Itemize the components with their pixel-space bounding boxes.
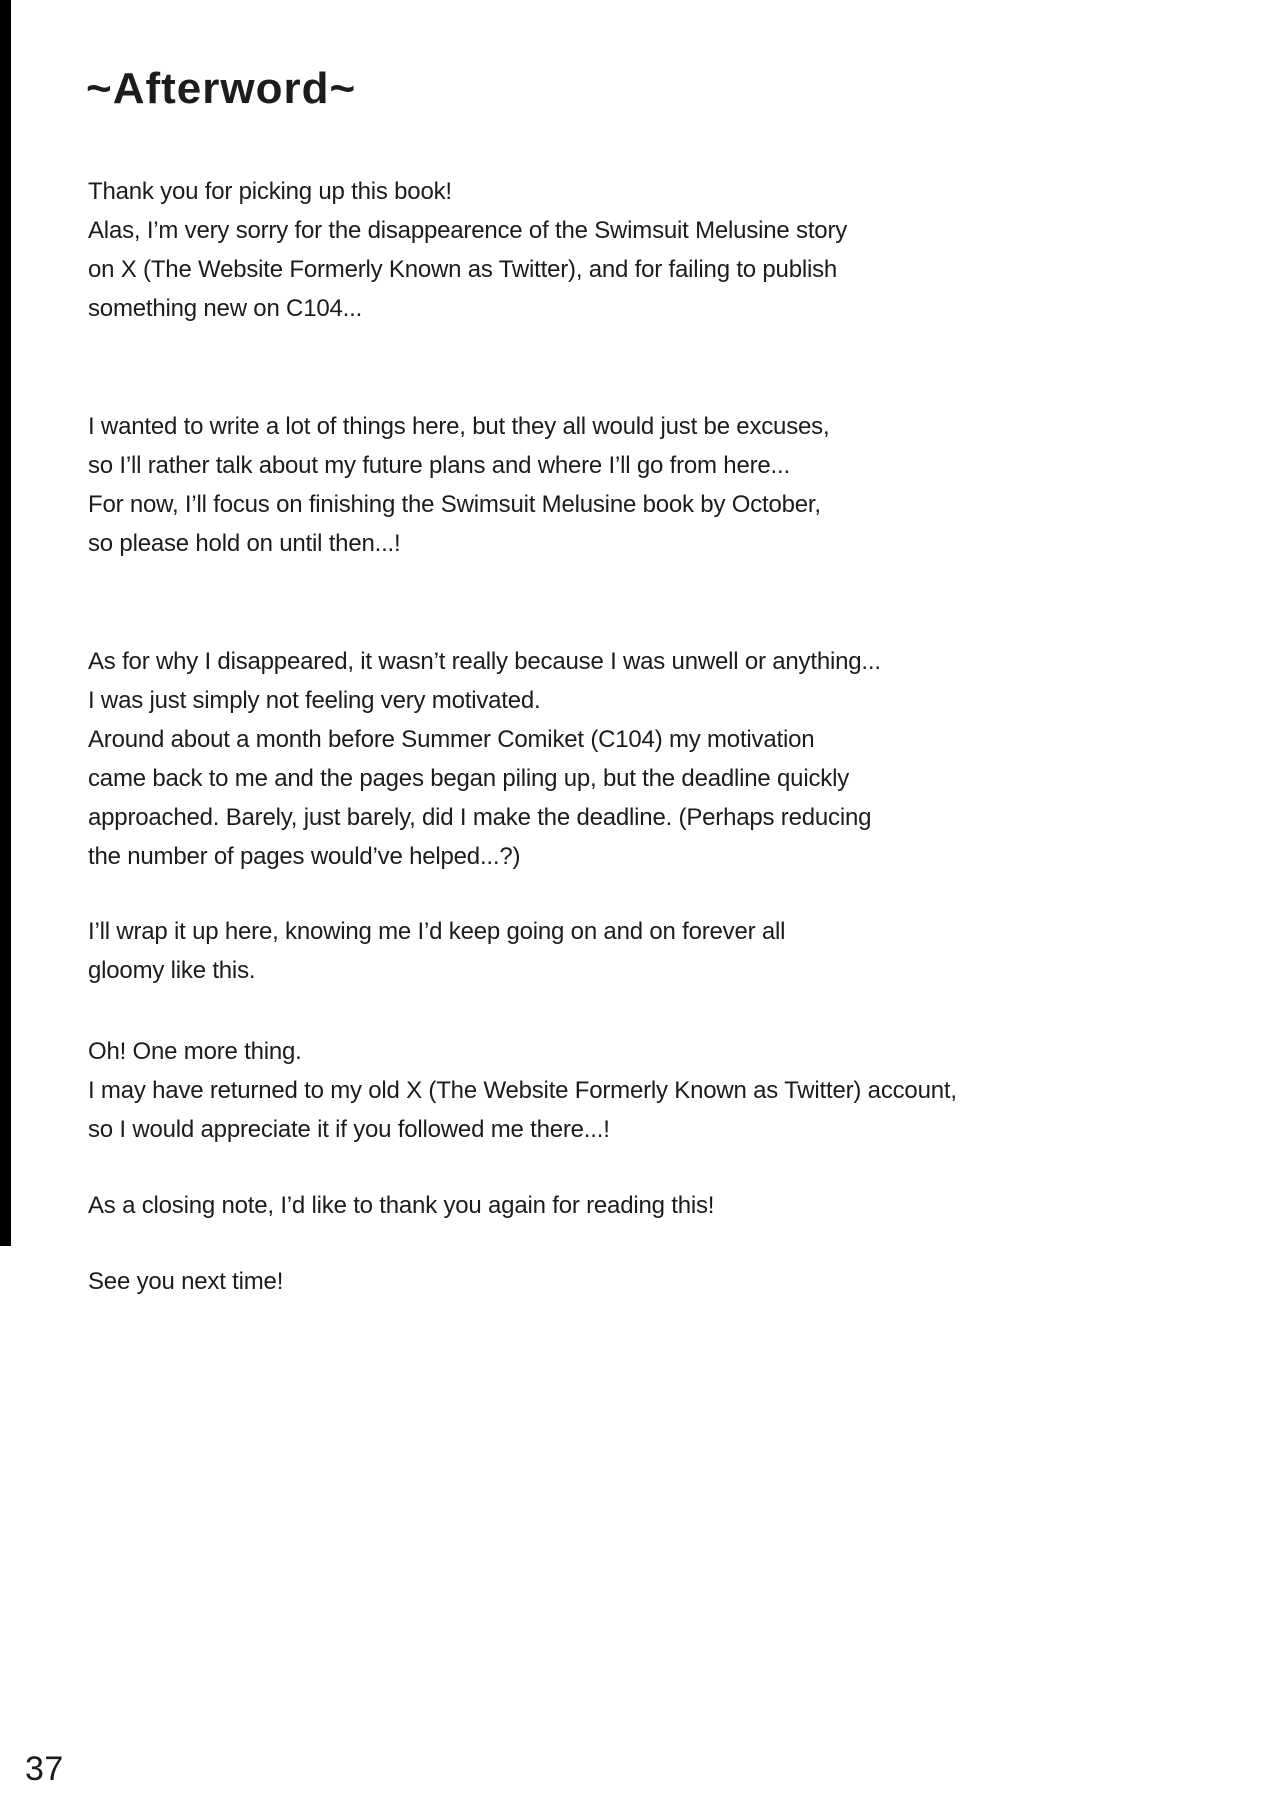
text-line: For now, I’ll focus on finishing the Swimsuit Melusine book by October, xyxy=(88,491,821,518)
paragraph-future-plans xyxy=(88,407,829,563)
text-line: I may have returned to my old X (The Website Formerly Known as Twitter) account, xyxy=(88,1077,957,1104)
binding-edge-bar xyxy=(0,0,11,1246)
paragraph-closing-note xyxy=(88,1186,714,1225)
text-line: came back to me and the pages began piling up, but the deadline quickly xyxy=(88,765,849,792)
text-line: I’ll wrap it up here, knowing me I’d keep going on and on forever all xyxy=(88,918,786,945)
text-line: gloomy like this. xyxy=(88,957,256,984)
text-line: something new on C104... xyxy=(88,295,363,322)
text-line: See you next time! xyxy=(88,1268,284,1295)
text-line: Oh! One more thing. xyxy=(88,1038,302,1065)
paragraph-see-you xyxy=(88,1262,283,1301)
text-line: the number of pages would’ve helped...?) xyxy=(88,843,521,870)
text-line: As a closing note, I’d like to thank you again for reading this! xyxy=(88,1192,715,1219)
text-line: Around about a month before Summer Comiket (C104) my motivation xyxy=(88,726,815,753)
paragraph-wrap-up xyxy=(88,912,785,990)
text-line: I was just simply not feeling very motivated. xyxy=(88,687,541,714)
text-line: so I’ll rather talk about my future plans and where I’ll go from here... xyxy=(88,452,790,479)
text-line: As for why I disappeared, it wasn’t really because I was unwell or anything... xyxy=(88,648,881,675)
paragraph-thanks xyxy=(88,172,847,328)
text-line: Alas, I’m very sorry for the disappearence of the Swimsuit Melusine story xyxy=(88,217,848,244)
text-line: approached. Barely, just barely, did I make the deadline. (Perhaps reducing xyxy=(88,804,872,831)
text-line: I wanted to write a lot of things here, but they all would just be excuses, xyxy=(88,413,830,440)
page-title: ~Afterword~ xyxy=(86,64,357,113)
text-line: Thank you for picking up this book! xyxy=(88,178,452,205)
page-number: 37 xyxy=(25,1750,64,1788)
paragraph-one-more-thing xyxy=(88,1032,957,1149)
text-line: so please hold on until then...! xyxy=(88,530,401,557)
text-line: on X (The Website Formerly Known as Twitter), and for failing to publish xyxy=(88,256,838,283)
paragraph-disappearance xyxy=(88,642,881,876)
text-line: so I would appreciate it if you followed me there...! xyxy=(88,1116,610,1143)
